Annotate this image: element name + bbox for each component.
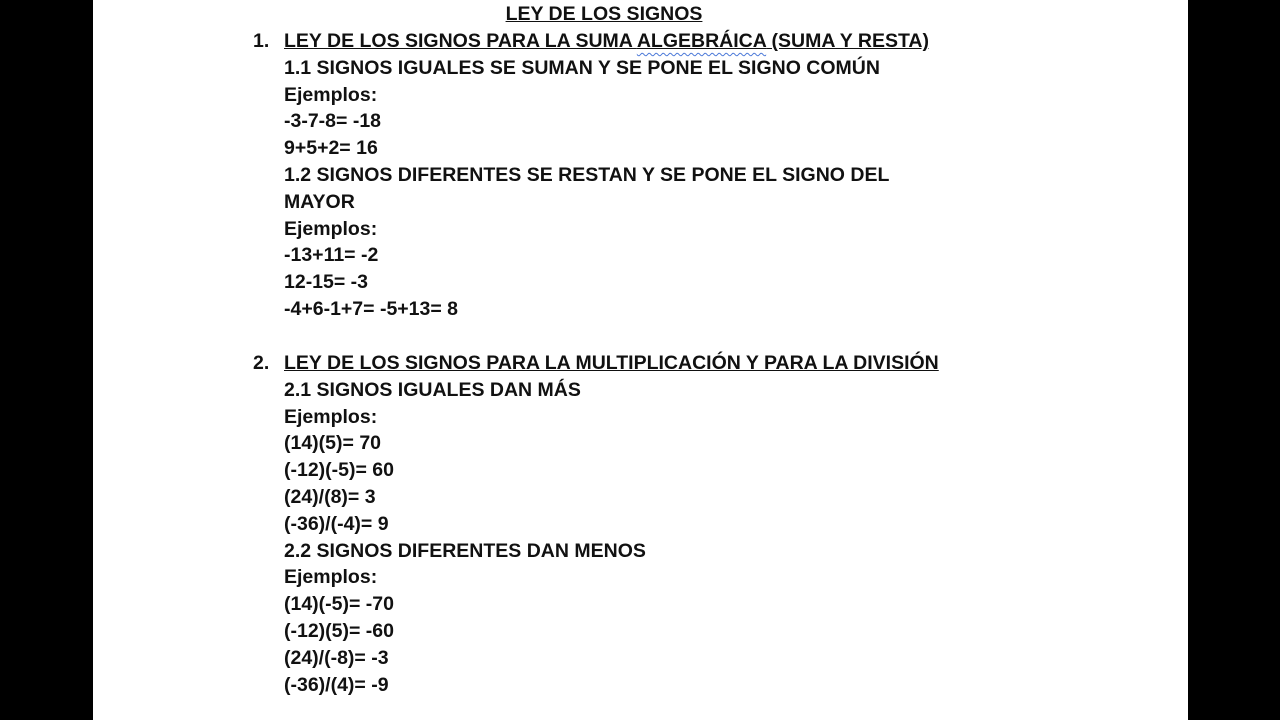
document-title: LEY DE LOS SIGNOS <box>505 3 703 25</box>
heading-part: LEY DE LOS SIGNOS PARA LA SUMA <box>284 30 637 52</box>
subsection-label-continued: MAYOR <box>284 190 355 213</box>
example-line: (-36)/(-4)= 9 <box>284 512 389 535</box>
subsection-label: 1.2 SIGNOS DIFERENTES SE RESTAN Y SE PONE EL SIGNO DEL <box>284 163 890 186</box>
section-number: 1. <box>253 30 270 52</box>
subsection-label: 2.1 SIGNOS IGUALES DAN MÁS <box>284 378 581 401</box>
example-line: (-12)(-5)= 60 <box>284 459 394 482</box>
example-line: (14)(5)= 70 <box>284 432 382 455</box>
section-heading-text <box>284 28 929 55</box>
spellcheck-flagged-word: ALGEBRÁICA <box>636 30 767 52</box>
examples-label: Ejemplos: <box>284 566 378 589</box>
document-page <box>93 0 1188 720</box>
example-line: -3-7-8= -18 <box>284 110 382 133</box>
subsection-label: 1.1 SIGNOS IGUALES SE SUMAN Y SE PONE EL SIGNO COMÚN <box>284 56 880 79</box>
section-multiplicacion-division <box>253 350 993 698</box>
example-line: 12-15= -3 <box>284 271 369 294</box>
example-line: (-12)(5)= -60 <box>284 619 394 642</box>
section-suma-resta <box>253 28 993 323</box>
section-heading <box>253 28 993 55</box>
example-line: 9+5+2= 16 <box>284 137 378 160</box>
heading-part: (SUMA Y RESTA) <box>766 30 929 52</box>
section-heading-text: LEY DE LOS SIGNOS PARA LA MULTIPLICACIÓN Y PARA LA DIVISIÓN <box>284 352 939 374</box>
example-line: (14)(-5)= -70 <box>284 593 394 616</box>
examples-label: Ejemplos: <box>284 83 378 106</box>
example-line: (-36)/(4)= -9 <box>284 673 389 696</box>
section-heading <box>253 350 993 377</box>
example-line: -4+6-1+7= -5+13= 8 <box>284 297 459 320</box>
examples-label: Ejemplos: <box>284 217 378 240</box>
example-line: (24)/(-8)= -3 <box>284 646 389 669</box>
section-number: 2. <box>253 352 270 374</box>
subsection-label: 2.2 SIGNOS DIFERENTES DAN MENOS <box>284 539 646 562</box>
examples-label: Ejemplos: <box>284 405 378 428</box>
example-line: (24)/(8)= 3 <box>284 485 376 508</box>
example-line: -13+11= -2 <box>284 244 379 267</box>
